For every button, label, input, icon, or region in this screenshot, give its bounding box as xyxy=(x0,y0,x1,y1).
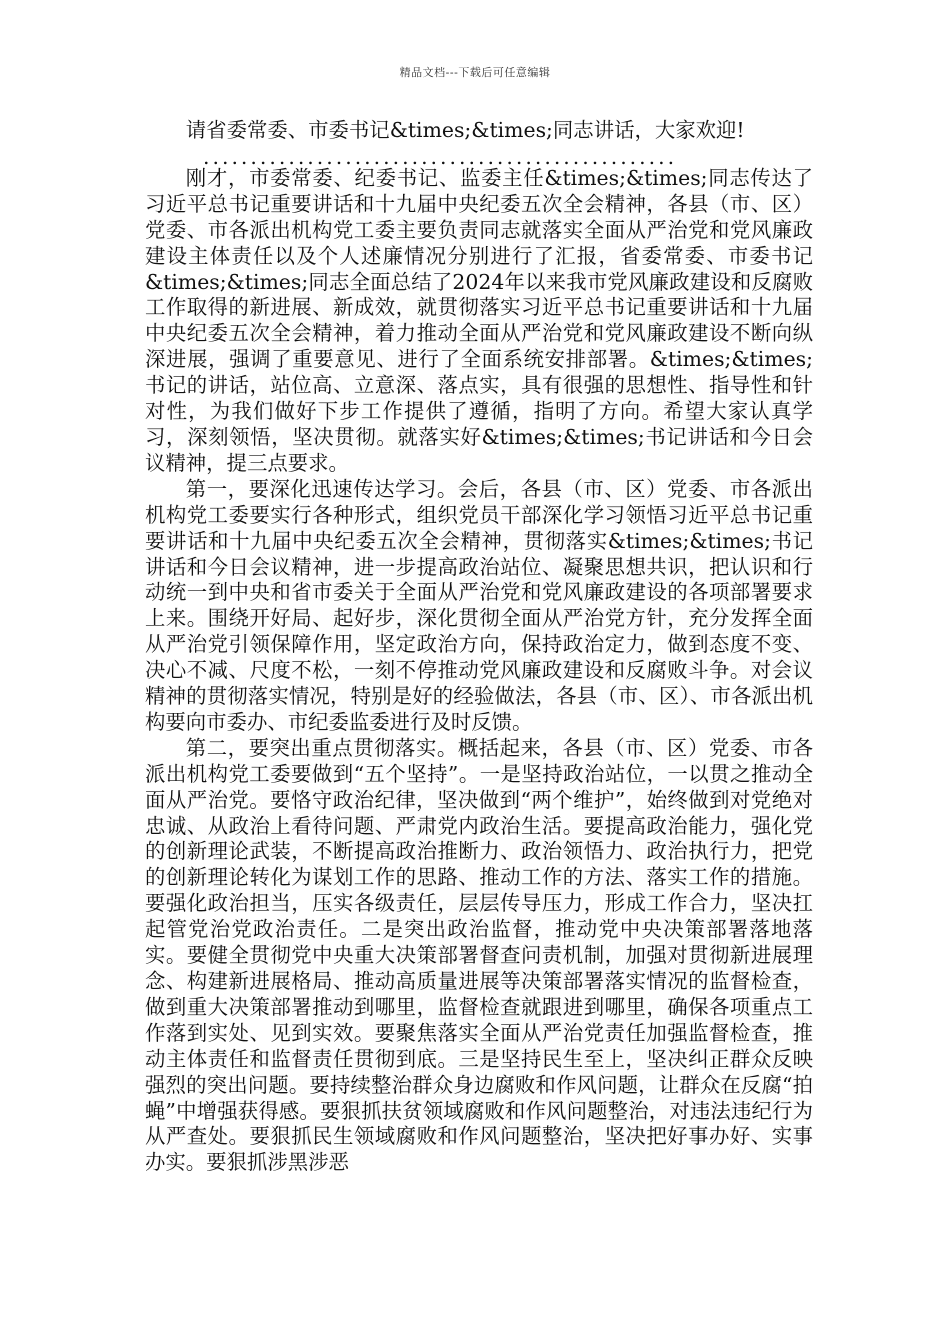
body-paragraph-2: 第一，要深化迅速传达学习。会后，各县（市、区）党委、市各派出机构党工委要实行各种形式，组织党员干部深化学习领悟习近平总书记重要讲话和十九届中央纪委五次全会精神，贯彻落实&times;&times;书记讲话和今日会议精神，进一步提高政治站位、凝聚思想共识，把认识和行动统一到中央和省市委关于全面从严治党和党风廉政建设的各项部署要求上来。围绕开好局、起好步，深化贯彻全面从严治党方针，充分发挥全面从严治党引领保障作用，坚定政治方向，保持政治定力，做到态度不变、决心不减、尺度不松，一刻不停推动党风廉政建设和反腐败斗争。对会议精神的贯彻落实情况，特别是好的经验做法，各县（市、区）、市各派出机构要向市委办、市纪委监委进行及时反馈。 xyxy=(145,476,813,734)
body-paragraph-3: 第二，要突出重点贯彻落实。概括起来，各县（市、区）党委、市各派出机构党工委要做到“五个坚持”。一是坚持政治站位，一以贯之推动全面从严治党。要恪守政治纪律，坚决做到“两个维护”，始终做到对党绝对忠诚、从政治上看待问题、严肃党内政治生活。要提高政治能力，强化党的创新理论武装，不断提高政治推断力、政治领悟力、政治执行力，把党的创新理论转化为谋划工作的思路、推动工作的方法、落实工作的措施。要强化政治担当，压实各级责任，层层传导压力，形成工作合力，坚决扛起管党治党政治责任。二是突出政治监督，推动党中央决策部署落地落实。要健全贯彻党中央重大决策部署督查问责机制，加强对贯彻新进展理念、构建新进展格局、推动高质量进展等决策部署落实情况的监督检查，做到重大决策部署推动到哪里，监督检查就跟进到哪里，确保各项重点工作落到实处、见到实效。要聚焦落实全面从严治党责任加强监督检查，推动主体责任和监督责任贯彻到底。三是坚持民生至上，坚决纠正群众反映强烈的突出问题。要持续整治群众身边腐败和作风问题，让群众在反腐“拍蝇”中增强获得感。要狠抓扶贫领域腐败和作风问题整治，对违法违纪行为从严查处。要狠抓民生领域腐败和作风问题整治，坚决把好事办好、实事办实。要狠抓涉黑涉恶 xyxy=(145,735,813,1175)
body-paragraph-1: 刚才，市委常委、纪委书记、监委主任&times;&times;同志传达了习近平总书记重要讲话和十九届中央纪委五次全会精神，各县（市、区）党委、市各派出机构党工委主要负责同志就落实全面从严治党和党风廉政建设主体责任以及个人述廉情况分别进行了汇报，省委常委、市委书记&times;&times;同志全面总结了2024年以来我市党风廉政建设和反腐败工作取得的新进展、新成效，就贯彻落实习近平总书记重要讲话和十九届中央纪委五次全会精神，着力推动全面从严治党和党风廉政建设不断向纵深进展，强调了重要意见、进行了全面系统安排部署。&times;&times;书记的讲话，站位高、立意深、落点实，具有很强的思想性、指导性和针对性，为我们做好下步工作提供了遵循，指明了方向。希望大家认真学习，深刻领悟，坚决贯彻。就落实好&times;&times;书记讲话和今日会议精神，提三点要求。 xyxy=(145,165,813,475)
page-header: 精品文档---下载后可任意编辑 xyxy=(399,66,551,79)
document-body xyxy=(145,118,813,1176)
intro-paragraph: 请省委常委、市委书记&times;&times;同志讲话，大家欢迎! xyxy=(185,118,745,142)
dotted-separator: .................................................. xyxy=(203,147,678,166)
